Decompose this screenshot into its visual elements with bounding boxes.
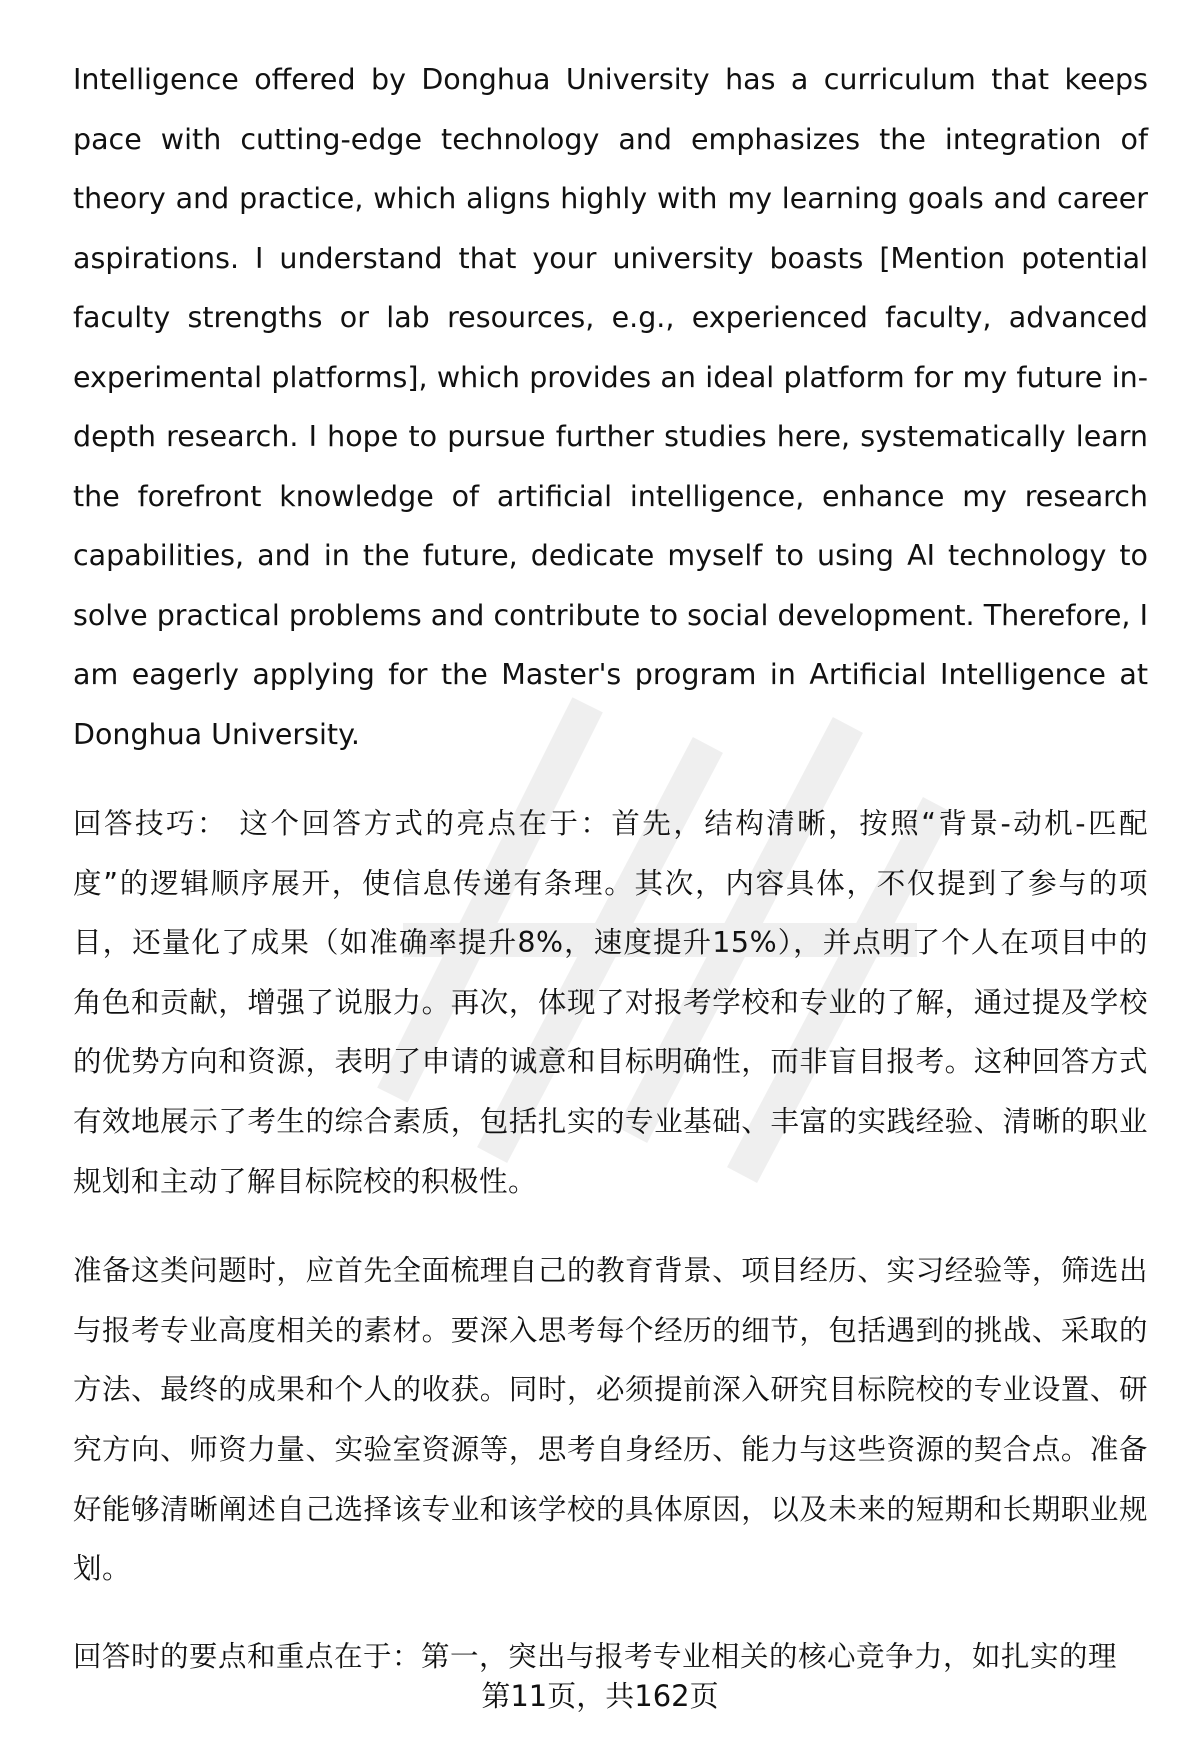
paragraph-key-points: 回答时的要点和重点在于：第一，突出与报考专业相关的核心竞争力，如扎实的理 <box>73 1639 1118 1673</box>
document-body <box>73 50 1148 1686</box>
paragraph-answer-tips: 回答技巧： 这个回答方式的亮点在于：首先，结构清晰，按照“背景-动机-匹配度”的逻辑顺序展开，使信息传递有条理。其次，内容具体，不仅提到了参与的项目，还量化了成果（如准确率提升8%，速度提升15%），并点明了个人在项目中的角色和贡献，增强了说服力。再次，体现了对报考学校和专业的了解，通过提及学校的优势方向和资源，表明了申请的诚意和目标明确性，而非盲目报考。这种回答方式有效地展示了考生的综合素质，包括扎实的专业基础、丰富的实践经验、清晰的职业规划和主动了解目标院校的积极性。 <box>73 807 1148 1198</box>
paragraph-motivation-english: Intelligence offered by Donghua University has a curriculum that keeps pace with cutting-edge technology and emphasizes the integration of theory and practice, which aligns highly with my learning goals and career aspirations. I understand that your university boasts [Mention potential faculty strengths or lab resources, e.g., experienced faculty, advanced experimental platforms], which provides an ideal platform for my future in-depth research. I hope to pursue further studies here, systematically learn the forefront knowledge of artificial intelligence, enhance my research capabilities, and in the future, dedicate myself to using AI technology to solve practical problems and contribute to social development. Therefore, I am eagerly applying for the Master's program in Artificial Intelligence at Donghua University. <box>73 63 1148 751</box>
page-number-footer: 第11页，共162页 <box>481 1679 719 1713</box>
paragraph-preparation-advice: 准备这类问题时，应首先全面梳理自己的教育背景、项目经历、实习经验等，筛选出与报考专业高度相关的素材。要深入思考每个经历的细节，包括遇到的挑战、采取的方法、最终的成果和个人的收获。同时，必须提前深入研究目标院校的专业设置、研究方向、师资力量、实验室资源等，思考自身经历、能力与这些资源的契合点。准备好能够清晰阐述自己选择该专业和该学校的具体原因，以及未来的短期和长期职业规划。 <box>73 1254 1148 1586</box>
